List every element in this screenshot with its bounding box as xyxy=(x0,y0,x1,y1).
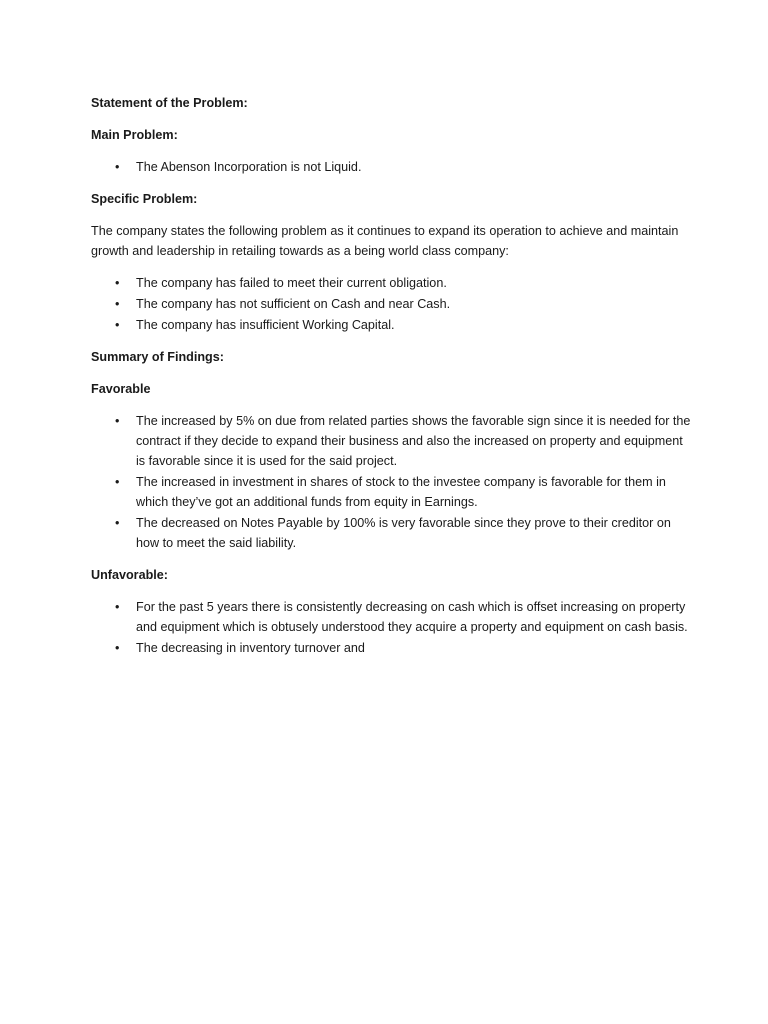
list-item-text: The company has failed to meet their current obligation. xyxy=(136,276,447,290)
list-item xyxy=(91,597,691,637)
main-problem-list xyxy=(91,157,691,177)
bullet-icon: • xyxy=(115,641,120,655)
unfavorable-heading: Unfavorable: xyxy=(91,568,168,582)
list-item xyxy=(91,294,691,314)
specific-problem-intro: The company states the following problem as it continues to expand its operation to achieve and maintain growth and leadership in retailing towards as a being world class company: xyxy=(91,224,679,258)
bullet-icon: • xyxy=(115,297,120,311)
list-item-text: The increased by 5% on due from related parties shows the favorable sign since it is needed for the contract if they decide to expand their business and also the increased on property and equipment is favorable since it is used for the said project. xyxy=(136,414,691,468)
summary-heading: Summary of Findings: xyxy=(91,350,224,364)
list-item xyxy=(91,273,691,293)
bullet-icon: • xyxy=(115,276,120,290)
list-item xyxy=(91,472,691,512)
bullet-icon: • xyxy=(115,600,120,614)
list-item-text: For the past 5 years there is consistently decreasing on cash which is offset increasing on property and equipment which is obtusely understood they acquire a property and equipment on cash basis. xyxy=(136,600,688,634)
bullet-icon: • xyxy=(115,475,120,489)
list-item xyxy=(91,638,691,658)
bullet-icon: • xyxy=(115,414,120,428)
list-item-text: The increased in investment in shares of stock to the investee company is favorable for them in which they’ve got an additional funds from equity in Earnings. xyxy=(136,475,666,509)
list-item xyxy=(91,157,691,177)
bullet-icon: • xyxy=(115,516,120,530)
specific-problem-heading: Specific Problem: xyxy=(91,192,198,206)
favorable-list xyxy=(91,411,691,553)
bullet-icon: • xyxy=(115,160,120,174)
list-item-text: The Abenson Incorporation is not Liquid. xyxy=(136,160,362,174)
favorable-heading: Favorable xyxy=(91,382,151,396)
document-body xyxy=(91,93,691,670)
specific-problem-list xyxy=(91,273,691,335)
bullet-icon: • xyxy=(115,318,120,332)
statement-heading: Statement of the Problem: xyxy=(91,96,248,110)
list-item xyxy=(91,411,691,471)
list-item xyxy=(91,513,691,553)
unfavorable-list xyxy=(91,597,691,658)
list-item xyxy=(91,315,691,335)
main-problem-heading: Main Problem: xyxy=(91,128,178,142)
list-item-text: The company has insufficient Working Capital. xyxy=(136,318,395,332)
list-item-text: The decreased on Notes Payable by 100% is very favorable since they prove to their creditor on how to meet the said liability. xyxy=(136,516,671,550)
list-item-text: The company has not sufficient on Cash and near Cash. xyxy=(136,297,451,311)
list-item-text: The decreasing in inventory turnover and xyxy=(136,641,365,655)
